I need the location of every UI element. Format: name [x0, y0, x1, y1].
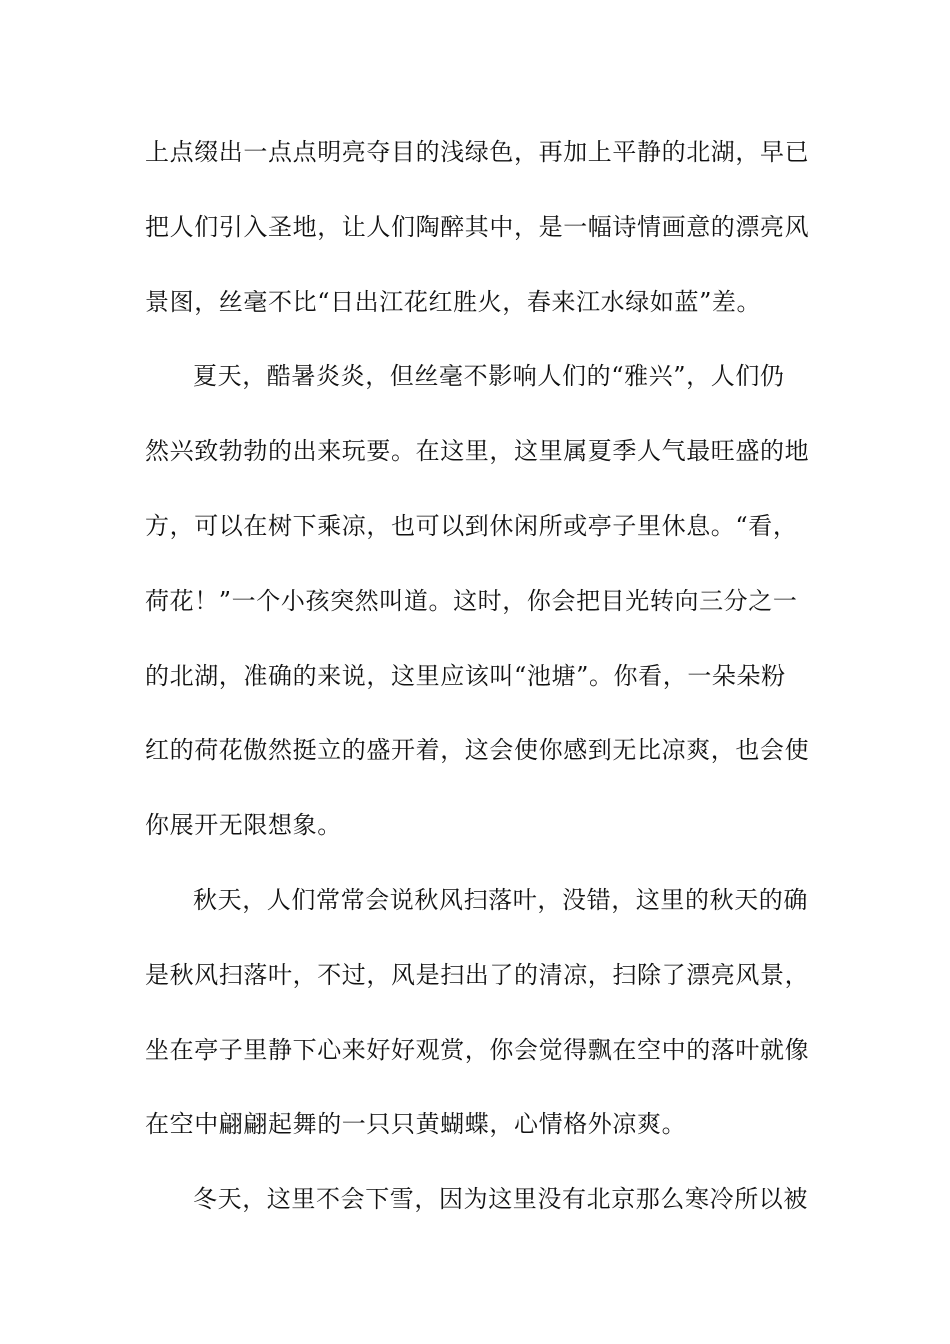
text-line: 的北湖，准确的来说，这里应该叫“池塘”。你看，一朵朵粉 [145, 661, 786, 690]
text-line: 上点缀出一点点明亮夺目的浅绿色，再加上平静的北湖，早已 [145, 138, 810, 166]
text-line: 坐在亭子里静下心来好好观赏，你会觉得飘在空中的落叶就像 [145, 1035, 810, 1064]
paragraph-autumn-first-line: 秋天，人们常常会说秋风扫落叶，没错，这里的秋天的确 [193, 885, 808, 914]
text-line: 荷花！”一个小孩突然叫道。这时，你会把目光转向三分之一 [145, 586, 798, 615]
paragraph-summer-first-line: 夏天，酷暑炎炎，但丝毫不影响人们的“雅兴”，人们仍 [193, 362, 785, 391]
paragraph-winter-first-line: 冬天，这里不会下雪，因为这里没有北京那么寒冷所以被 [193, 1185, 808, 1214]
text-line: 然兴致勃勃的出来玩要。在这里，这里属夏季人气最旺盛的地 [145, 437, 810, 466]
text-line: 是秋风扫落叶，不过，风是扫出了的清凉，扫除了漂亮风景， [145, 960, 810, 989]
text-line: 方，可以在树下乘凉，也可以到休闲所或亭子里休息。“看， [145, 511, 798, 540]
text-line: 把人们引入圣地，让人们陶醉其中，是一幅诗情画意的漂亮风 [145, 212, 810, 241]
text-line: 景图，丝毫不比“日出江花红胜火，春来江水绿如蓝”差。 [145, 287, 762, 316]
text-line: 红的荷花傲然挺立的盛开着，这会使你感到无比凉爽，也会使 [145, 736, 810, 765]
text-line: 在空中翩翩起舞的一只只黄蝴蝶，心情格外凉爽。 [145, 1110, 687, 1139]
body-text [145, 129, 815, 1251]
text-line: 你展开无限想象。 [145, 811, 342, 840]
